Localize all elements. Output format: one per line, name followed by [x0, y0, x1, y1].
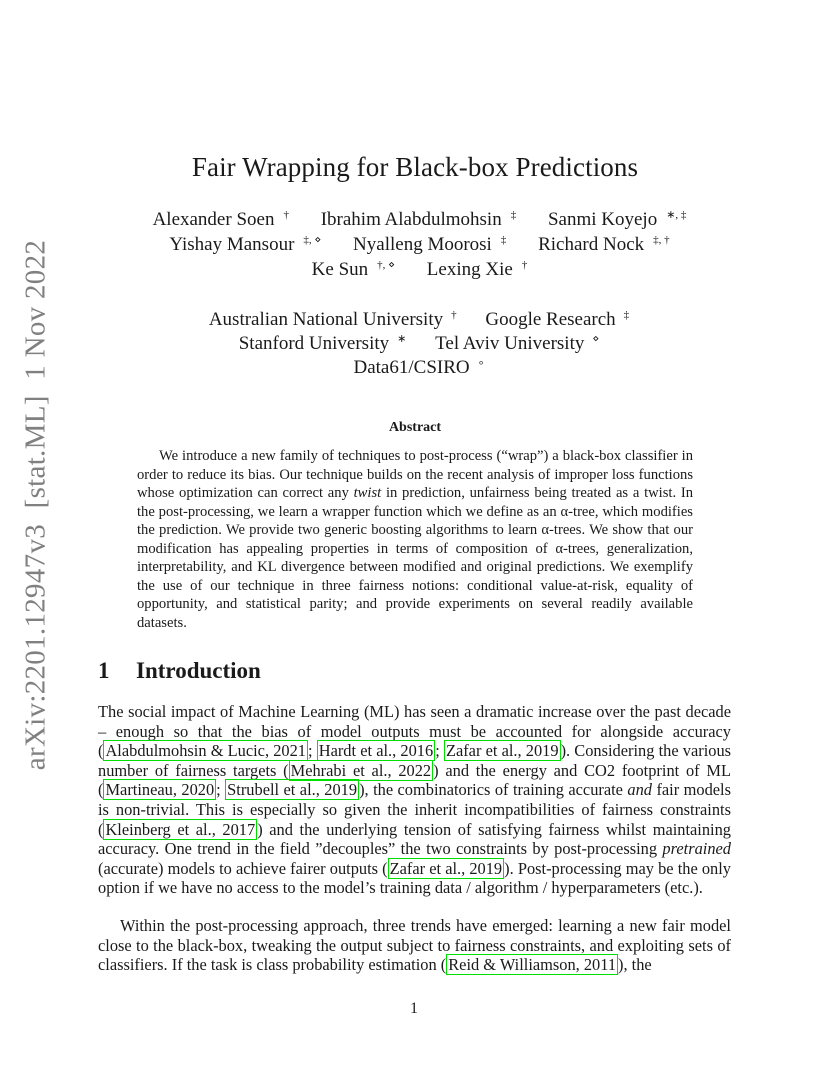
author-line-1: [100, 209, 730, 231]
arxiv-date: 1 Nov 2022: [19, 239, 52, 380]
author-line-2: [100, 234, 730, 256]
author-name: Alexander Soen †: [152, 209, 289, 230]
citation-link[interactable]: Alabdulmohsin & Lucic, 2021: [105, 741, 306, 761]
affiliation: Tel Aviv University ⋄: [435, 333, 600, 354]
arxiv-side-stamp: [20, 236, 53, 774]
citation-link[interactable]: Hardt et al., 2016: [318, 741, 434, 761]
author-line-3: [100, 259, 730, 281]
affiliation: Google Research ‡: [485, 309, 630, 330]
section-heading-introduction: [98, 658, 261, 684]
author-name: Nyalleng Moorosi ‡: [353, 234, 507, 255]
intro-paragraph-2: Within the post-processing approach, three trends have emerged: learning a new fair model close to the black-box, tweaking the output subject to fairness constraints, and exploiting sets of classifiers. If the task is class probability estimation ( Reid & Williamson, 2011 ), the: [98, 916, 731, 975]
author-name: Sanmi Koyejo ∗, ‡: [547, 209, 687, 230]
author-name: Ke Sun †, ⋄: [311, 259, 396, 280]
citation-link[interactable]: Martineau, 2020: [105, 780, 215, 800]
author-name: Ibrahim Alabdulmohsin ‡: [320, 209, 517, 230]
affiliation-line-2: [100, 333, 730, 355]
author-name: Richard Nock ‡, †: [538, 234, 670, 255]
citation-link[interactable]: Reid & Williamson, 2011: [448, 955, 617, 975]
author-name: Lexing Xie †: [426, 259, 528, 280]
affiliation: Data61/CSIRO ∘: [353, 357, 485, 378]
author-name: Yishay Mansour ‡, ⋄: [169, 234, 322, 255]
intro-paragraph-1: The social impact of Machine Learning (ML) has seen a dramatic increase over the past decade – enough so that the bias of model outputs must be accounted for alongside accuracy ( Alabdulmohsin & Lucic, 2021 ; Hardt et al., 2016 ; Zafar et al., 2019 ). Considering the various number of fairness targets ( Mehrabi et al., 2022 ) and the energy and CO2 footprint of ML ( Martineau, 2020 ; Strubell et al., 2019 ), the combinatorics of training accurate and fair models is non-trivial. This is especially so given the inherit incompatibilities of fairness constraints ( Kleinberg et al., 2017 ) and the underlying tension of satisfying fairness whilst maintaining accuracy. One trend in the field ”decouples” the two constraints by post-processing pretrained (accurate) models to achieve fairer outputs ( Zafar et al., 2019 ). Post-processing may be the only option if we have no access to the model’s training data / algorithm / hyperparameters (etc.).: [98, 702, 732, 898]
affiliation-line-1: [100, 309, 730, 331]
arxiv-category: [stat.ML]: [19, 395, 52, 509]
citation-link[interactable]: Zafar et al., 2019: [445, 741, 559, 761]
abstract-heading: Abstract: [388, 420, 442, 435]
section-title: Introduction: [136, 658, 261, 683]
citation-link[interactable]: Kleinberg et al., 2017: [105, 819, 256, 839]
section-number: 1: [98, 658, 110, 683]
affiliation: Australian National University †: [208, 309, 457, 330]
citation-link[interactable]: Strubell et al., 2019: [227, 780, 358, 800]
citation-link[interactable]: Zafar et al., 2019: [389, 858, 503, 878]
page-number: 1: [410, 1000, 418, 1017]
abstract-text: We introduce a new family of techniques to post-process (“wrap”) a black-box classifier in order to reduce its bias. Our technique builds on the recent analysis of improper loss functions whose optimization can correct any twist in prediction, unfairness being treated as a twist. In the post-processing, we learn a wrapper function which we define as an α-tree, which modifies the prediction. We provide two generic boosting algorithms to learn α-trees. We show that our modification has appealing properties in terms of composition of α-trees, generalization, interpretability, and KL divergence between modified and original predictions. We exemplify the use of our technique in three fairness notions: conditional value-at-risk, equality of opportunity, and statistical parity; and provide experiments on several readily available datasets.: [137, 448, 693, 631]
affiliation: Stanford University ∗: [238, 333, 407, 354]
paper-title: Fair Wrapping for Black-box Predictions: [191, 152, 639, 182]
arxiv-id: arXiv:2201.12947v3: [19, 523, 52, 771]
citation-link[interactable]: Mehrabi et al., 2022: [290, 760, 432, 780]
affiliation-line-3: [100, 357, 730, 379]
